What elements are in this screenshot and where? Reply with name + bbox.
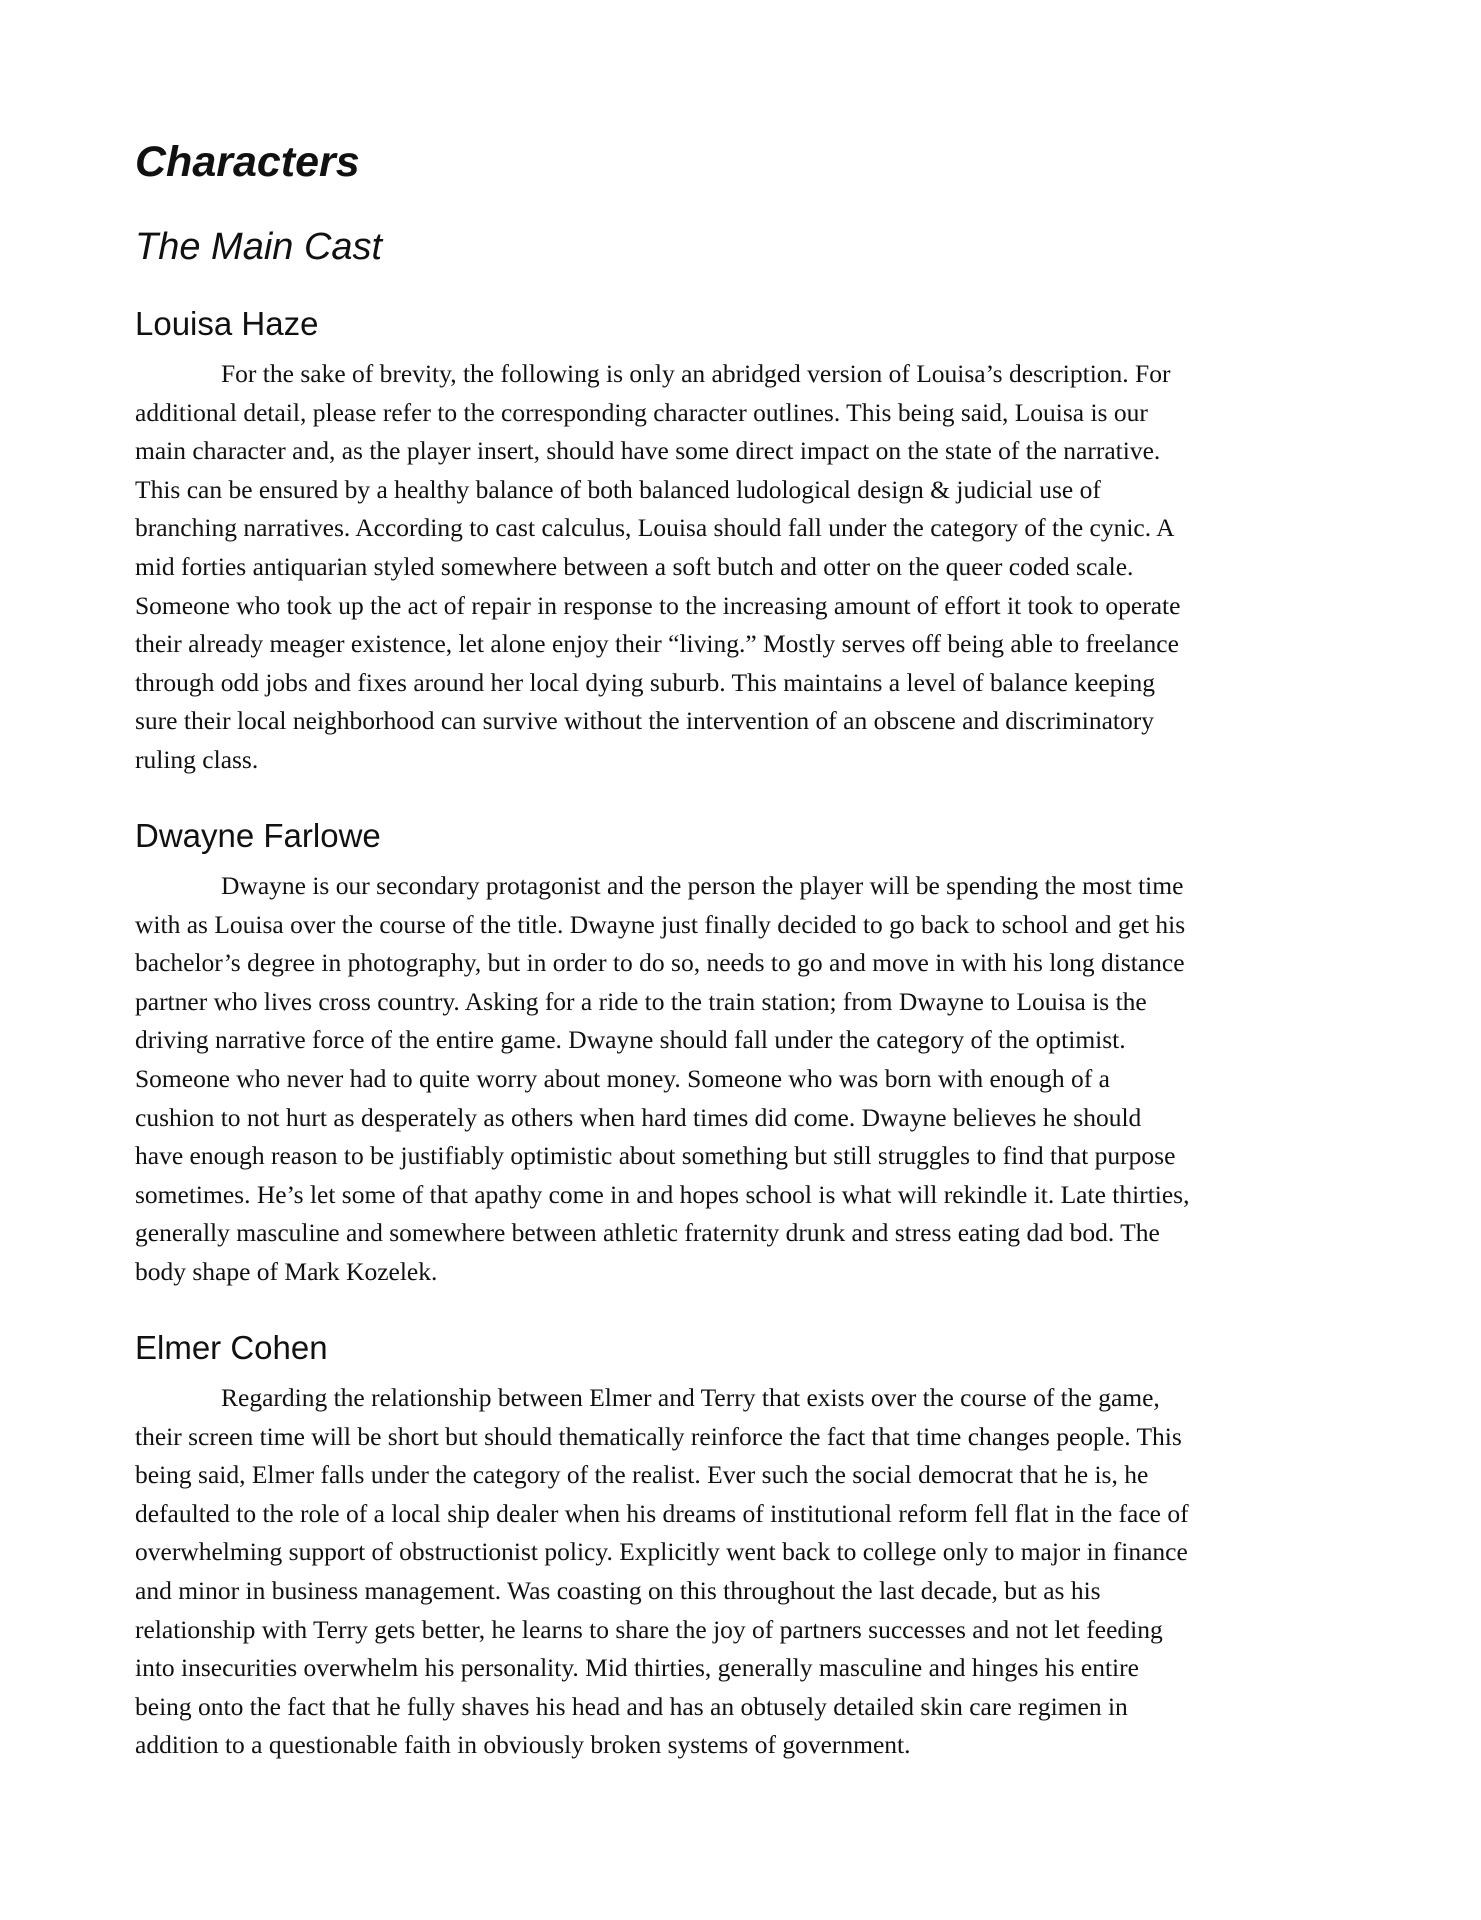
character-heading-elmer-cohen: Elmer Cohen [135, 1329, 328, 1366]
paragraph-line: ruling class. [135, 744, 259, 774]
paragraph-line: additional detail, please refer to the corresponding character outlines. This being said, Louisa is our [135, 397, 1148, 427]
paragraph-line: into insecurities overwhelm his personality. Mid thirties, generally masculine and hinges his entire [135, 1653, 1139, 1683]
section-title: The Main Cast [135, 226, 383, 268]
paragraph-line: main character and, as the player insert, should have some direct impact on the state of the narrative. [135, 436, 1161, 466]
paragraph-line: Someone who never had to quite worry about money. Someone who was born with enough of a [135, 1063, 1110, 1093]
paragraph-line: and minor in business management. Was coasting on this throughout the last decade, but as his [135, 1575, 1101, 1605]
paragraph-line: being onto the fact that he fully shaves his head and has an obtusely detailed skin care regimen in [135, 1691, 1128, 1721]
paragraph-line: through odd jobs and fixes around her local dying suburb. This maintains a level of balance keeping [135, 667, 1155, 697]
paragraph-line: defaulted to the role of a local ship dealer when his dreams of institutional reform fell flat in the face of [135, 1498, 1189, 1528]
document-title: Characters [135, 138, 360, 186]
character-heading-louisa-haze: Louisa Haze [135, 305, 319, 342]
paragraph-line: their already meager existence, let alone enjoy their “living.” Mostly serves off being able to freelance [135, 629, 1179, 659]
paragraph-line: overwhelming support of obstructionist policy. Explicitly went back to college only to major in finance [135, 1537, 1188, 1567]
character-description-elmer-cohen [135, 1379, 1345, 1765]
paragraph-line: This can be ensured by a healthy balance of both balanced ludological design & judicial use of [135, 474, 1101, 504]
paragraph-line: addition to a questionable faith in obviously broken systems of government. [135, 1730, 911, 1760]
paragraph-line: Someone who took up the act of repair in response to the increasing amount of effort it took to operate [135, 590, 1181, 620]
paragraph-line: cushion to not hurt as desperately as others when hard times did come. Dwayne believes he should [135, 1102, 1142, 1132]
character-heading-dwayne-farlowe: Dwayne Farlowe [135, 817, 381, 854]
character-description-louisa-haze [135, 355, 1345, 780]
paragraph-line: sure their local neighborhood can survive without the intervention of an obscene and discriminatory [135, 706, 1155, 736]
character-description-dwayne-farlowe [135, 867, 1345, 1292]
paragraph-line: driving narrative force of the entire game. Dwayne should fall under the category of the optimist. [135, 1025, 1126, 1055]
paragraph-line: being said, Elmer falls under the category of the realist. Ever such the social democrat that he is, he [135, 1460, 1149, 1490]
paragraph-line: branching narratives. According to cast calculus, Louisa should fall under the category of the cynic. A [135, 513, 1175, 543]
paragraph-line: bachelor’s degree in photography, but in order to do so, needs to go and move in with his long distance [135, 948, 1185, 978]
paragraph-line: Dwayne is our secondary protagonist and the person the player will be spending the most time [221, 871, 1184, 900]
paragraph-line: partner who lives cross country. Asking for a ride to the train station; from Dwayne to Louisa is the [135, 986, 1147, 1016]
paragraph-line: have enough reason to be justifiably optimistic about something but still struggles to find that purpose [135, 1141, 1176, 1171]
paragraph-line: Regarding the relationship between Elmer and Terry that exists over the course of the game, [221, 1383, 1160, 1412]
paragraph-line: body shape of Mark Kozelek. [135, 1256, 438, 1286]
paragraph-line: For the sake of brevity, the following is only an abridged version of Louisa’s description. For [221, 359, 1171, 388]
paragraph-line: relationship with Terry gets better, he learns to share the joy of partners successes and not let feeding [135, 1614, 1163, 1644]
paragraph-line: their screen time will be short but should thematically reinforce the fact that time changes people. This [135, 1421, 1182, 1451]
paragraph-line: generally masculine and somewhere between athletic fraternity drunk and stress eating dad bod. The [135, 1218, 1160, 1248]
paragraph-line: with as Louisa over the course of the title. Dwayne just finally decided to go back to school and get his [135, 909, 1186, 939]
paragraph-line: mid forties antiquarian styled somewhere between a soft butch and otter on the queer coded scale. [135, 551, 1134, 581]
paragraph-line: sometimes. He’s let some of that apathy come in and hopes school is what will rekindle it. Late thirties, [135, 1179, 1190, 1209]
